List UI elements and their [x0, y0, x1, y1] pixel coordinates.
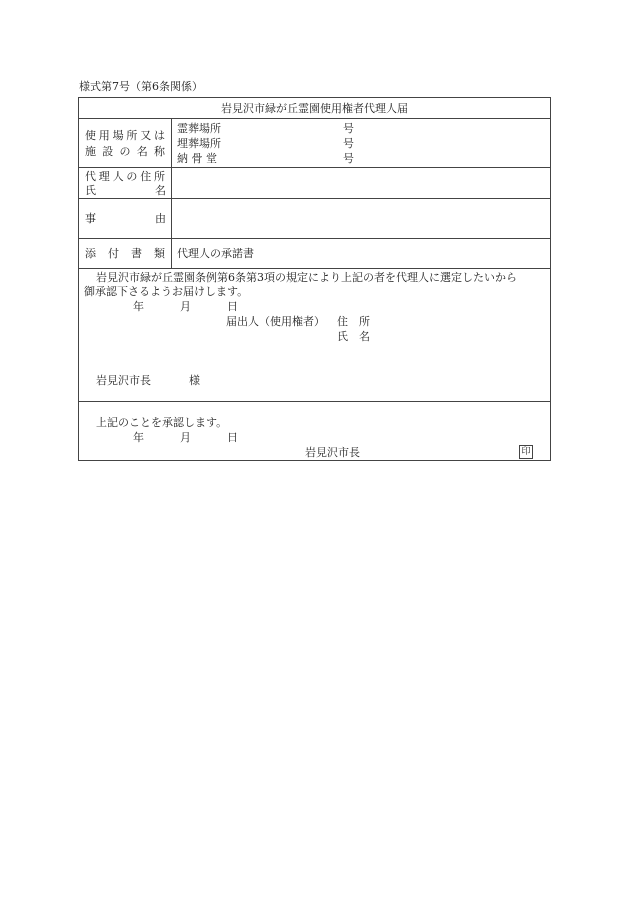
attachment-value: 代理人の承諾書 [177, 247, 254, 260]
application-date-day: 日 [227, 300, 238, 313]
agent-label-line1: 代 理 人 の 住 所 [85, 170, 165, 183]
applicant-address-label: 住 所 [337, 315, 370, 328]
rule-place [79, 167, 550, 168]
form-number: 様式第7号（第6条関係） [79, 80, 203, 93]
label-column-divider [171, 118, 172, 268]
approval-date-year: 年 [133, 431, 144, 444]
rule-title [79, 118, 550, 119]
reason-label-right: 由 [155, 212, 166, 225]
recipient-honorific: 様 [189, 374, 200, 387]
application-text-line2: 御承認下さるようお届けします。 [84, 285, 249, 298]
place-entry-2-name: 埋葬場所 [177, 137, 221, 150]
form-table [78, 97, 551, 461]
rule-agent [79, 198, 550, 199]
application-text-line1: 岩見沢市緑が丘霊園条例第6条第3項の規定により上記の者を代理人に選定したいから [96, 271, 517, 284]
attachment-label: 添 付 書 類 [85, 247, 165, 260]
place-entry-1-name: 霊葬場所 [177, 122, 221, 135]
applicant-label: 届出人（使用権者） [226, 315, 325, 328]
place-entry-3-suffix: 号 [343, 152, 354, 165]
approval-date-day: 日 [227, 431, 238, 444]
place-entry-1-suffix: 号 [343, 122, 354, 135]
place-entry-2-suffix: 号 [343, 137, 354, 150]
form-title: 岩見沢市緑が丘霊園使用権者代理人届 [221, 102, 408, 115]
rule-application [79, 401, 550, 402]
applicant-name-label: 氏 名 [337, 330, 370, 343]
rule-reason [79, 238, 550, 239]
seal-mark: 印 [519, 445, 533, 459]
rule-attachment [79, 268, 550, 269]
agent-label-name-left: 氏 [85, 184, 96, 197]
approval-text: 上記のことを承認します。 [96, 416, 228, 429]
place-entry-3-name: 納 骨 堂 [177, 152, 217, 165]
approval-date-month: 月 [180, 431, 191, 444]
approval-signer: 岩見沢市長 [305, 446, 360, 459]
application-date-month: 月 [180, 300, 191, 313]
place-label-line1: 使 用 場 所 又 は [85, 129, 165, 142]
place-label-line2: 施 設 の 名 称 [85, 145, 165, 158]
reason-label-left: 事 [85, 212, 96, 225]
recipient-title: 岩見沢市長 [96, 374, 151, 387]
agent-label-name-right: 名 [155, 184, 166, 197]
application-date-year: 年 [133, 300, 144, 313]
